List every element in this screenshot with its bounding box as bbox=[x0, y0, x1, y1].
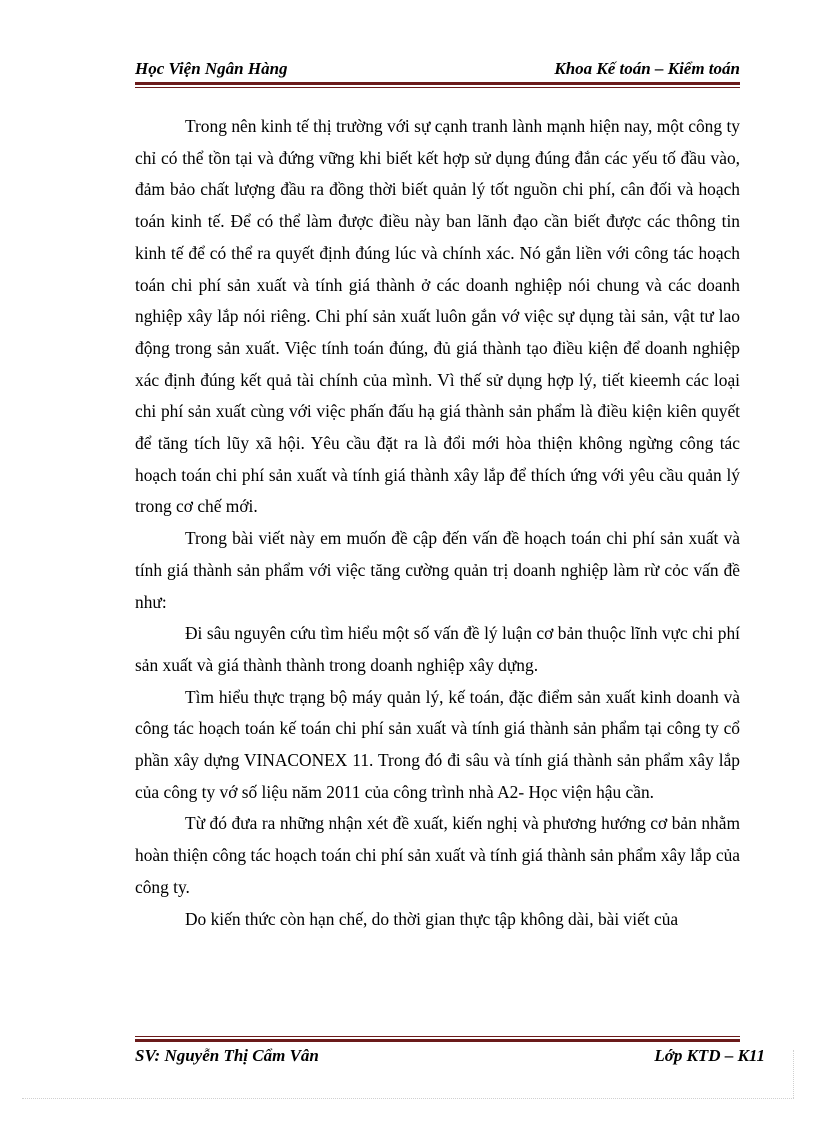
paragraph: Do kiến thức còn hạn chế, do thời gian thực tập không dài, bài viết của bbox=[185, 908, 679, 929]
paragraph: Từ đó đưa ra những nhận xét đề xuất, kiến nghị và phương hướng cơ bản nhằm hoàn thiện công tác hoạch toán chi phí sản xuất và tính giá thành sản phẩm xây lắp của công ty. bbox=[135, 813, 740, 897]
footer-rule-thin bbox=[135, 1036, 740, 1037]
paragraph: Tìm hiểu thực trạng bộ máy quản lý, kế toán, đặc điểm sản xuất kinh doanh và công tác hoạch toán kế toán chi phí sản xuất và tính giá thành sản phẩm tại công ty cổ phần xây dựng VINACONEX 11. Trong đó đi sâu và tính giá thành sản phẩm xây lắp của công ty vớ số liệu năm 2011 của công trình nhà A2- Học viện hậu cần. bbox=[135, 686, 740, 802]
page-border-bottom bbox=[22, 1098, 794, 1099]
body-text bbox=[135, 111, 740, 935]
footer-student-name: SV: Nguyễn Thị Cẩm Vân bbox=[135, 1046, 319, 1065]
header-institution: Học Viện Ngân Hàng bbox=[135, 59, 288, 78]
footer-rule bbox=[135, 1039, 740, 1042]
paragraph: Trong nên kinh tế thị trường với sự cạnh tranh lành mạnh hiện nay, một công ty chỉ có thể tồn tại và đứng vững khi biết kết hợp sử dụng đúng đắn các yếu tố đầu vào, đảm bảo chất lượng đầu ra đồng thời biết quản lý tốt nguồn chi phí, cân đối và hoạch toán kinh tế. Để có thể làm được điều này ban lãnh đạo cần biết được các thông tin kinh tế để có thể ra quyết định đúng lúc và chính xác. Nó gắn liền với công tác hoạch toán chi phí sản xuất và tính giá thành ở các doanh nghiệp nói chung và các doanh nghiệp xây lắp nói riêng. Chi phí sản xuất luôn gắn vớ việc sự dụng tài sản, vật tư lao động trong sản xuất. Việc tính toán đúng, đủ giá thành tạo điều kiện để doanh nghiệp xác định đúng kết quả tài chính của mình. Vì thế sử dụng hợp lý, tiết kieemh các loại chi phí sản xuất cùng với việc phấn đấu hạ giá thành sản phẩm là điều kiện kiên quyết để tăng tích lũy xã hội. Yêu cầu đặt ra là đổi mới hòa thiện không ngừng công tác hoạch toán chi phí sản xuất và tính giá thành xây lắp để thích ứng với yêu cầu quản lý trong cơ chế mới. bbox=[135, 116, 740, 517]
header-faculty: Khoa Kế toán – Kiểm toán bbox=[554, 59, 740, 78]
page-header bbox=[135, 58, 740, 82]
page-footer bbox=[135, 1045, 765, 1069]
paragraph: Đi sâu nguyên cứu tìm hiểu một số vấn đề lý luận cơ bản thuộc lĩnh vực chi phí sản xuất và giá thành thành trong doanh nghiệp xây dựng. bbox=[135, 623, 740, 675]
footer-class: Lớp KTD – K11 bbox=[654, 1046, 765, 1065]
page-border-right bbox=[793, 1050, 794, 1098]
paragraph: Trong bài viết này em muốn đề cập đến vấn đề hoạch toán chi phí sản xuất và tính giá thành sản phẩm với việc tăng cường quản trị doanh nghiệp làm rừ cỏc vấn đề như: bbox=[135, 528, 740, 612]
header-rule-thin bbox=[135, 87, 740, 88]
header-rule bbox=[135, 82, 740, 85]
